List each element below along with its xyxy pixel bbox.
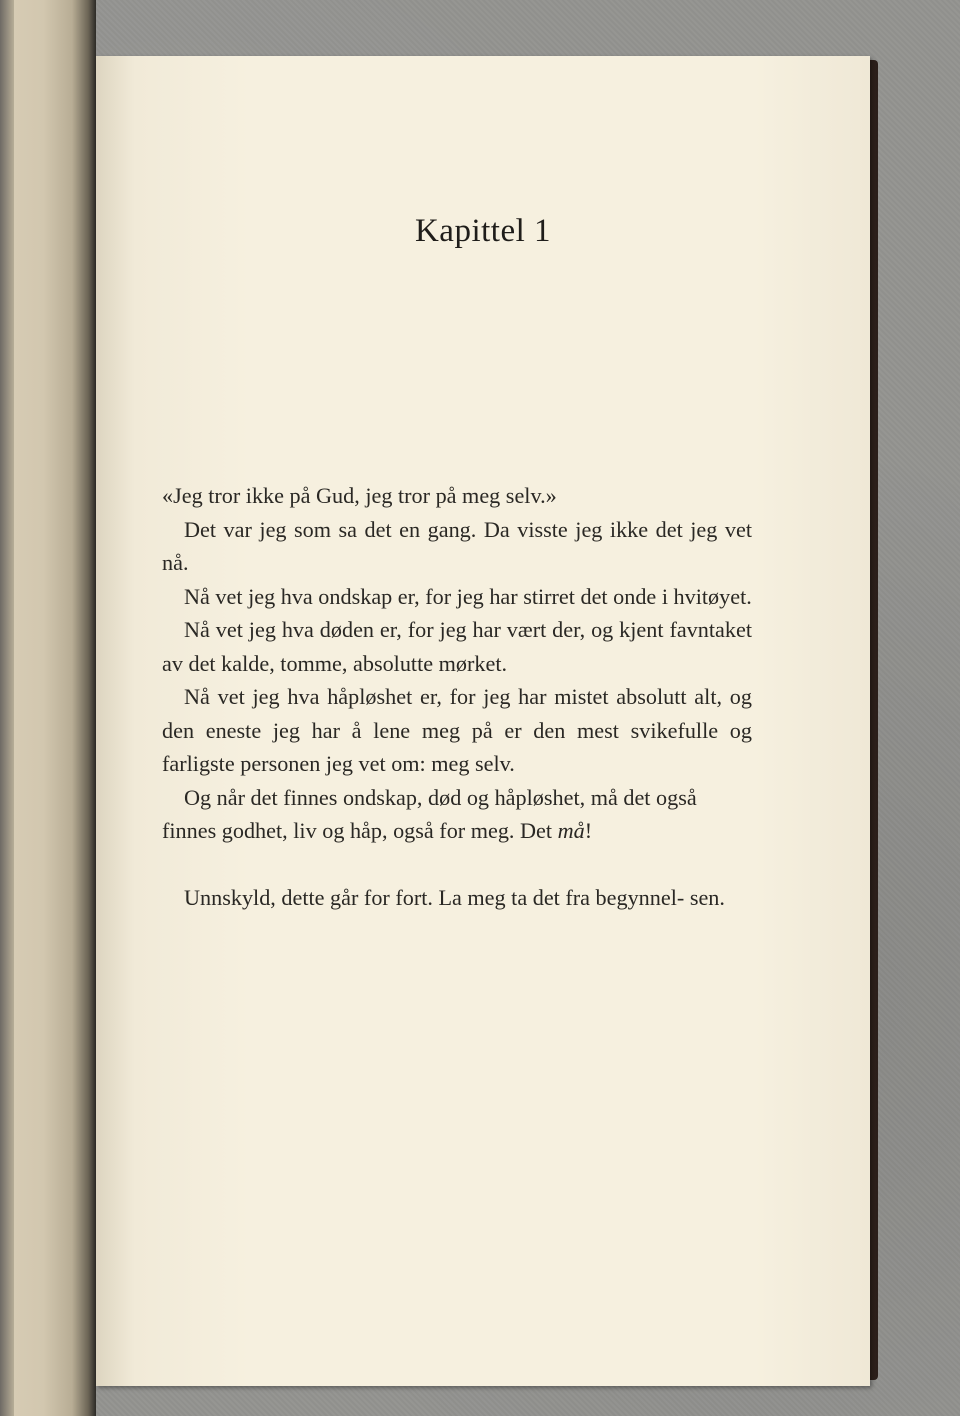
paragraph-2: Det var jeg som sa det en gang. Da visste jeg ikke det jeg vet nå. xyxy=(162,516,752,575)
paragraph-6 xyxy=(162,781,752,848)
chapter-title: Kapittel 1 xyxy=(414,213,552,249)
paragraph-3: Nå vet jeg hva ondskap er, for jeg har stirret det onde i hvitøyet. xyxy=(184,583,752,609)
section-break xyxy=(162,848,752,881)
paragraph-7: Unnskyld, dette går for fort. La meg ta det fra begynnel- sen. xyxy=(184,884,725,910)
paragraph-6-emphasis: må xyxy=(557,818,585,843)
facing-page-edge xyxy=(0,0,96,1416)
paragraph-4: Nå vet jeg hva døden er, for jeg har vært der, og kjent favntaket av det kalde, tomme, absolutte mørket. xyxy=(162,617,752,676)
paragraph-5: Nå vet jeg hva håpløshet er, for jeg har mistet absolutt alt, og den eneste jeg har å lene meg på er den mest svikefulle og farligste personen jeg vet om: meg selv. xyxy=(162,684,752,776)
paragraph-6-text: Og når det finnes ondskap, død og håpløshet, må det også finnes godhet, liv og håp, også for meg. Det xyxy=(162,784,697,843)
front-cover-edge xyxy=(0,0,14,1416)
paragraph-6-end: ! xyxy=(584,818,593,843)
paragraph-1: «Jeg tror ikke på Gud, jeg tror på meg selv.» xyxy=(162,483,557,508)
chapter-body xyxy=(162,479,752,914)
book-page xyxy=(96,56,870,1386)
